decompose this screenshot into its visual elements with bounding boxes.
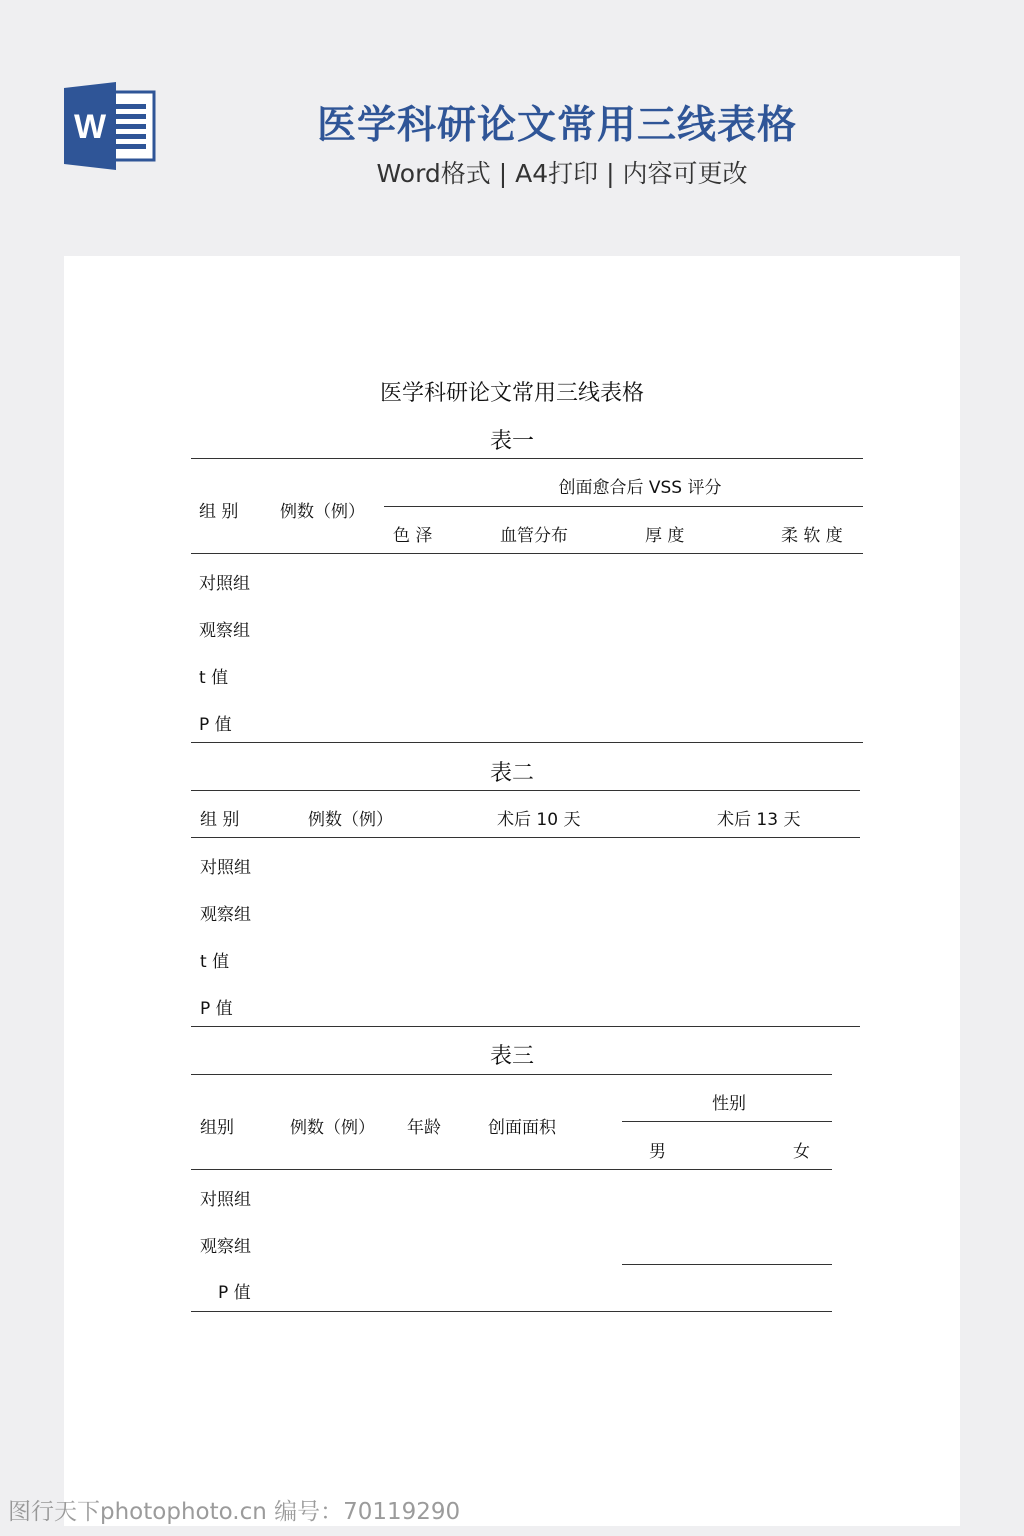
table1-row-label: t 值 bbox=[199, 668, 229, 688]
table3-row-label: P 值 bbox=[218, 1283, 251, 1303]
table1-mid-rule bbox=[384, 506, 863, 507]
table3-row-label: 观察组 bbox=[200, 1237, 251, 1257]
table3-head-rule bbox=[191, 1169, 832, 1170]
table3-header-sex: 性别 bbox=[712, 1094, 746, 1114]
table1-row-label: 对照组 bbox=[199, 574, 250, 594]
table1-header-cases: 例数（例） bbox=[280, 502, 365, 522]
table3-header-female: 女 bbox=[793, 1142, 810, 1162]
page-subtitle: Word格式 | A4打印 | 内容可更改 bbox=[376, 159, 748, 188]
table1-caption: 表一 bbox=[489, 429, 534, 454]
table2-row-label: P 值 bbox=[200, 999, 233, 1019]
table3-header-wound-area: 创面面积 bbox=[488, 1118, 556, 1138]
table1-head-rule bbox=[191, 553, 863, 554]
table1-header-thickness: 厚 度 bbox=[645, 526, 685, 546]
table1-top-rule bbox=[191, 458, 863, 459]
table2-header-group: 组 别 bbox=[200, 810, 240, 830]
table1-header-group: 组 别 bbox=[199, 502, 239, 522]
table1-header-color: 色 泽 bbox=[393, 526, 433, 546]
watermark-text: 图行天下photophoto.cn 编号：70119290 bbox=[8, 1499, 461, 1525]
table1-row-label: 观察组 bbox=[199, 621, 250, 641]
table1-header-softness: 柔 软 度 bbox=[781, 526, 843, 546]
table2-caption: 表二 bbox=[489, 761, 534, 786]
page-title: 医学科研论文常用三线表格 bbox=[316, 103, 797, 148]
table2-head-rule bbox=[191, 837, 860, 838]
table3-mid-rule bbox=[622, 1121, 832, 1122]
table3-header-cases: 例数（例） bbox=[290, 1118, 375, 1138]
table2-row-label: 对照组 bbox=[200, 858, 251, 878]
table2-top-rule bbox=[191, 790, 860, 791]
document-page bbox=[64, 256, 960, 1526]
table3-caption: 表三 bbox=[489, 1044, 534, 1069]
table3-header-age: 年龄 bbox=[407, 1118, 441, 1138]
table2-bottom-rule bbox=[191, 1026, 860, 1027]
table3-partial-rule bbox=[622, 1264, 832, 1265]
table2-header-day10: 术后 10 天 bbox=[497, 810, 581, 830]
table2-row-label: 观察组 bbox=[200, 905, 251, 925]
table1-header-vascular: 血管分布 bbox=[500, 526, 568, 546]
table2-row-label: t 值 bbox=[200, 952, 230, 972]
table3-header-group: 组别 bbox=[200, 1118, 234, 1138]
table3-row-label: 对照组 bbox=[200, 1190, 251, 1210]
table1-bottom-rule bbox=[191, 742, 863, 743]
word-icon-letter: W bbox=[73, 108, 107, 146]
table3-header-male: 男 bbox=[649, 1142, 666, 1162]
table2-header-cases: 例数（例） bbox=[308, 810, 393, 830]
table1-header-vss: 创面愈合后 VSS 评分 bbox=[558, 478, 722, 498]
table1-row-label: P 值 bbox=[199, 715, 232, 735]
document-title: 医学科研论文常用三线表格 bbox=[379, 381, 644, 406]
table3-top-rule bbox=[191, 1074, 832, 1075]
table3-bottom-rule bbox=[191, 1311, 832, 1312]
table2-header-day13: 术后 13 天 bbox=[717, 810, 801, 830]
